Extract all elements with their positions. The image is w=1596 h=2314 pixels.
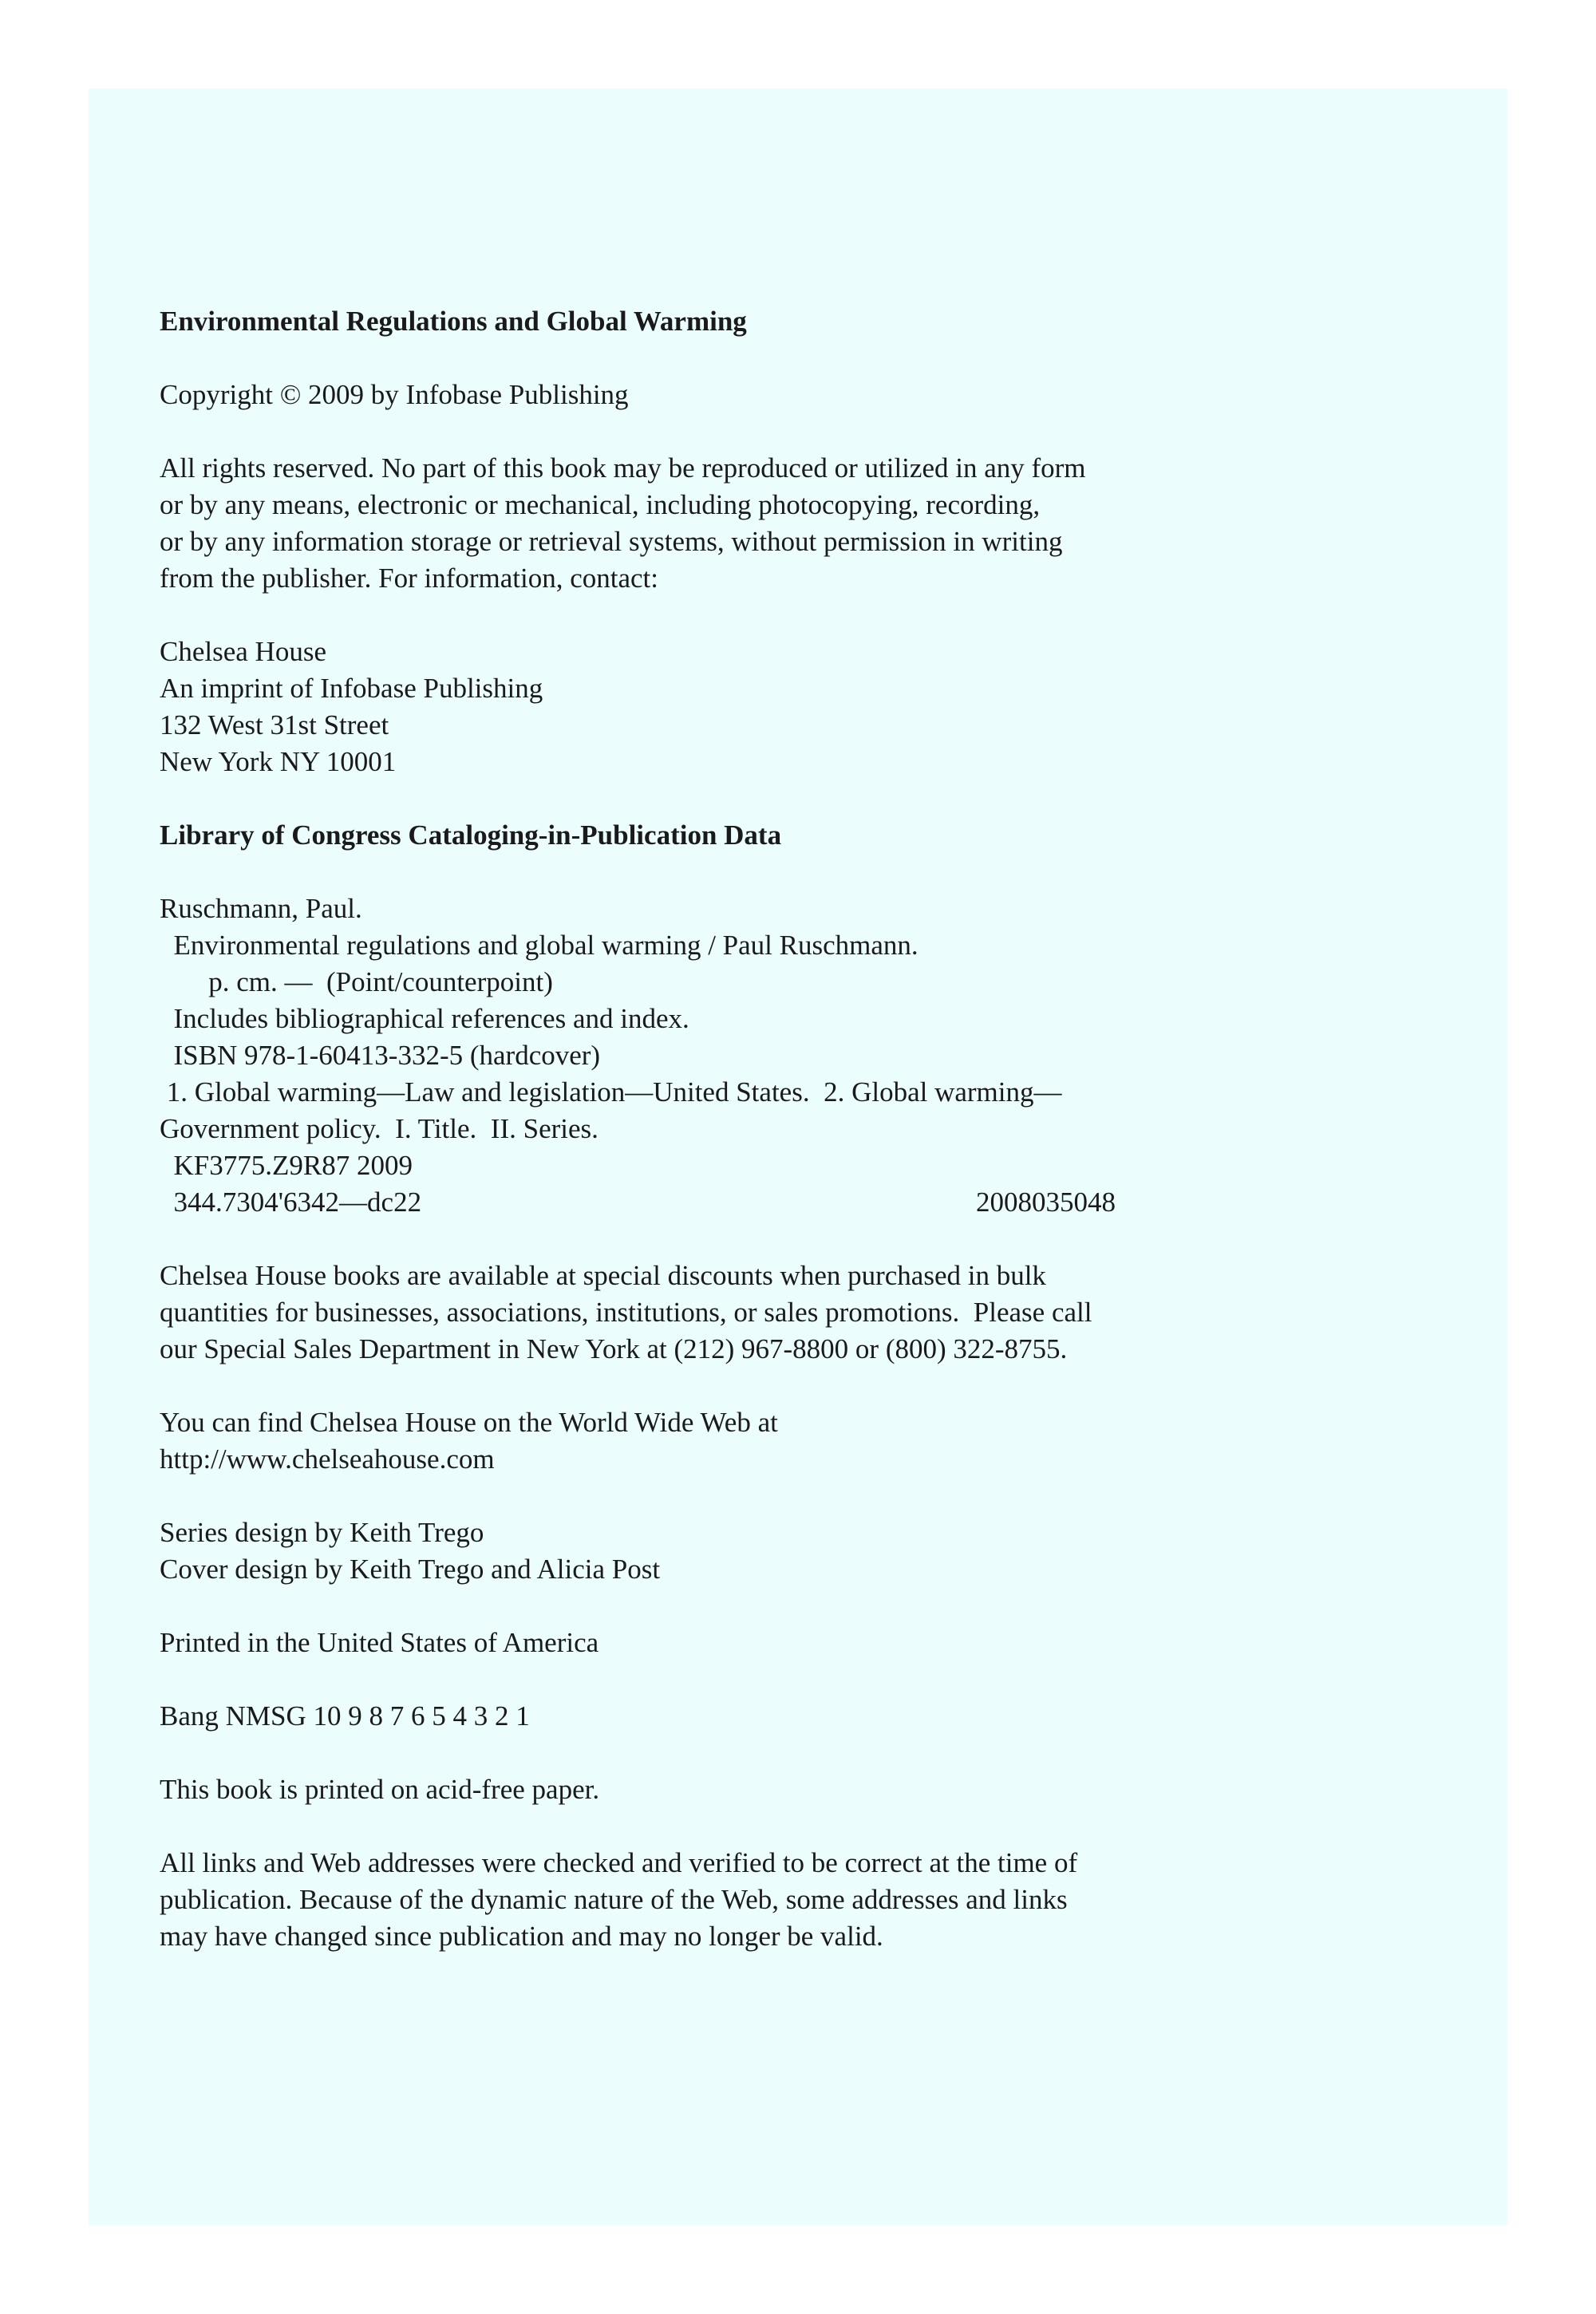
rights-line: or by any means, electronic or mechanical, including photocopying, recording, — [160, 489, 1041, 520]
cip-classification-row — [160, 1184, 1116, 1221]
printing-line: Bang NMSG 10 9 8 7 6 5 4 3 2 1 — [160, 1700, 530, 1732]
dewey-number: 344.7304'6342—dc22 — [160, 1187, 422, 1218]
paper-note: This book is printed on acid-free paper. — [160, 1774, 600, 1805]
cip-line: Includes bibliographical references and index. — [160, 1003, 689, 1034]
rights-line: from the publisher. For information, contact: — [160, 563, 659, 594]
cip-line: Environmental regulations and global warming / Paul Ruschmann. — [160, 930, 918, 961]
links-line: All links and Web addresses were checked and verified to be correct at the time of — [160, 1847, 1078, 1878]
web-line: You can find Chelsea House on the World Wide Web at — [160, 1407, 778, 1438]
cip-block — [160, 890, 1373, 1221]
address-line: New York NY 10001 — [160, 746, 397, 777]
sales-line: quantities for businesses, associations, institutions, or sales promotions. Please call — [160, 1297, 1092, 1328]
address-line: 132 West 31st Street — [160, 709, 389, 740]
rights-line: All rights reserved. No part of this book may be reproduced or utilized in any form — [160, 452, 1086, 484]
publisher-address — [160, 634, 1373, 780]
book-title: Environmental Regulations and Global Warming — [160, 306, 747, 337]
design-credit: Cover design by Keith Trego and Alicia Post — [160, 1554, 661, 1585]
cip-heading: Library of Congress Cataloging-in-Publication Data — [160, 819, 782, 851]
cip-line: Ruschmann, Paul. — [160, 893, 362, 924]
lccn: 2008035048 — [976, 1187, 1116, 1218]
cip-line: Government policy. I. Title. II. Series. — [160, 1113, 598, 1144]
design-credit: Series design by Keith Trego — [160, 1517, 484, 1548]
copyright-notice: Copyright © 2009 by Infobase Publishing — [160, 379, 629, 410]
links-line: publication. Because of the dynamic nature of the Web, some addresses and links — [160, 1884, 1068, 1915]
design-credits — [160, 1514, 1373, 1588]
cip-line: KF3775.Z9R87 2009 — [160, 1150, 413, 1181]
rights-statement — [160, 450, 1373, 597]
rights-line: or by any information storage or retrieval systems, without permission in writing — [160, 526, 1063, 557]
cip-line: p. cm. — (Point/counterpoint) — [160, 966, 553, 997]
printed-in: Printed in the United States of America — [160, 1627, 599, 1658]
links-line: may have changed since publication and may no longer be valid. — [160, 1921, 883, 1952]
address-line: An imprint of Infobase Publishing — [160, 673, 543, 704]
cip-line: 1. Global warming—Law and legislation—United States. 2. Global warming— — [160, 1076, 1062, 1108]
address-line: Chelsea House — [160, 636, 326, 667]
special-sales — [160, 1258, 1373, 1368]
copyright-page — [160, 303, 1373, 1955]
web-info — [160, 1404, 1373, 1478]
sales-line: Chelsea House books are available at special discounts when purchased in bulk — [160, 1260, 1046, 1291]
cip-line: ISBN 978-1-60413-332-5 (hardcover) — [160, 1040, 601, 1071]
sales-line: our Special Sales Department in New York at (212) 967-8800 or (800) 322-8755. — [160, 1333, 1068, 1364]
web-url: http://www.chelseahouse.com — [160, 1443, 495, 1475]
links-note — [160, 1845, 1373, 1955]
